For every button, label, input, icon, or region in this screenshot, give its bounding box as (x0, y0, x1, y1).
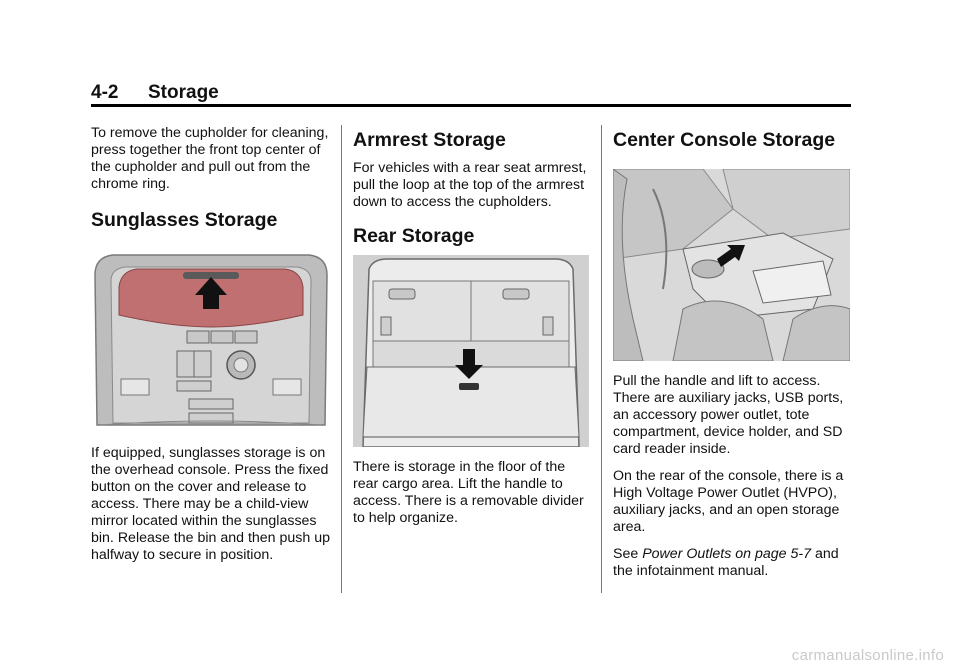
heading-center-console-storage: Center Console Storage (613, 129, 836, 151)
footer-watermark: carmanualsonline.info (791, 647, 944, 664)
center-console-illustration (613, 169, 850, 361)
paragraph-sunglasses: If equipped, sunglasses storage is on the overhead console. Press the fixed button on the cover and release to access. There may be a child-view mirror located within the sunglasses bin. Release the bin and then push up halfway to secure in position. (91, 445, 331, 563)
column-3 (613, 125, 853, 580)
heading-sunglasses-storage: Sunglasses Storage (91, 209, 278, 231)
rear-cargo-illustration (353, 255, 589, 447)
paragraph-console-2: On the rear of the console, there is a High Voltage Power Outlet (HVPO), auxiliary jacks, and an open storage area. (613, 468, 844, 535)
overhead-console-illustration (91, 245, 331, 435)
see-prefix: See (613, 546, 639, 562)
heading-armrest-storage: Armrest Storage (353, 129, 506, 151)
header-rule (91, 104, 851, 107)
column-1 (91, 125, 331, 564)
paragraph-rear-storage: There is storage in the floor of the rear cargo area. Lift the handle to access. There is a removable divider to help organize. (353, 459, 584, 526)
paragraph-see-reference (613, 546, 853, 580)
paragraph-cupholder: To remove the cupholder for cleaning, press together the front top center of the cupholder and pull out from the chrome ring. (91, 125, 329, 192)
page-number: 4-2 (91, 82, 119, 103)
column-divider-2 (601, 125, 602, 593)
power-outlets-reference-link[interactable]: Power Outlets on page 5-7 (642, 546, 811, 562)
paragraph-console-1: Pull the handle and lift to access. There are auxiliary jacks, USB ports, an accessory power outlet, tote compartment, device holder, and SD card reader inside. (613, 373, 844, 457)
see-suffix: and the infotainment manual. (613, 546, 839, 579)
heading-rear-storage: Rear Storage (353, 225, 475, 247)
column-2 (353, 125, 593, 527)
section-title: Storage (148, 82, 219, 103)
paragraph-armrest: For vehicles with a rear seat armrest, pull the loop at the top of the armrest down to access the cupholders. (353, 160, 587, 210)
column-divider-1 (341, 125, 342, 593)
page-header (91, 82, 851, 106)
